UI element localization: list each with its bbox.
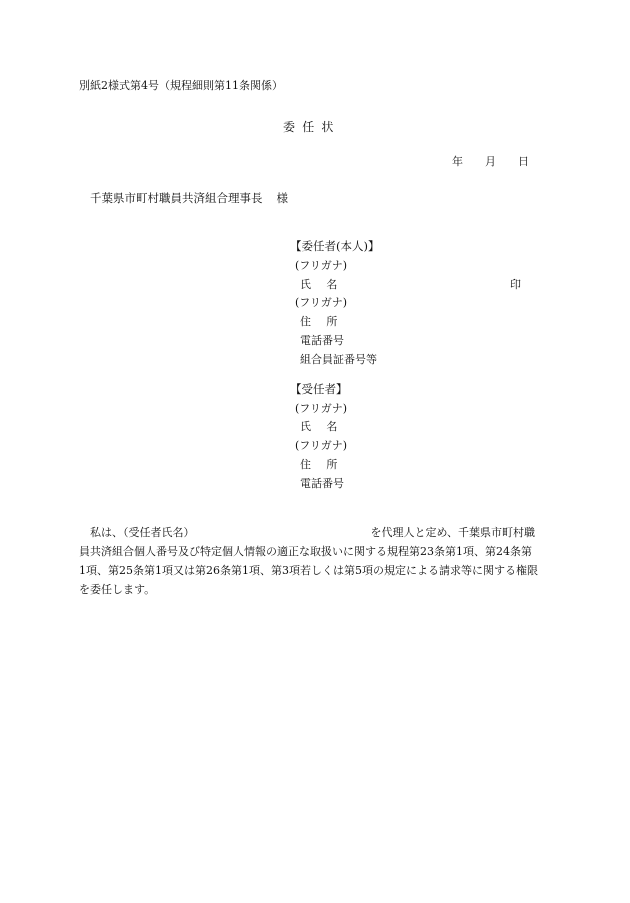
delegate-furigana-2: (フリガナ) (295, 439, 348, 452)
delegator-furigana-2: (フリガナ) (295, 296, 348, 309)
delegator-phone-label: 電話番号 (300, 334, 344, 347)
date-line (452, 156, 529, 167)
date-year: 年 (452, 155, 463, 168)
delegate-phone-label: 電話番号 (300, 477, 344, 490)
statement-line-1 (79, 523, 548, 542)
addressee-honorific: 様 (276, 191, 288, 205)
delegator-member-id-label: 組合員証番号等 (300, 353, 377, 366)
delegate-heading: 【受任者】 (290, 382, 348, 396)
date-month: 月 (485, 155, 496, 168)
form-reference: 別紙2様式第4号（規程細則第11条関係） (79, 79, 283, 92)
delegator-furigana-1: (フリガナ) (295, 259, 348, 272)
delegate-address-label: 住所 (300, 458, 353, 471)
statement-line-4: を委任します。 (79, 583, 156, 596)
delegator-address-label: 住所 (300, 315, 353, 328)
delegation-statement (79, 523, 548, 599)
statement-line-2: 員共済組合個人番号及び特定個人情報の適正な取扱いに関する規程第23条第1項、第24条第 (79, 545, 532, 558)
statement-delegate-name-prompt: 私は、（受任者氏名） (90, 526, 195, 539)
addressee (90, 193, 288, 205)
date-day: 日 (518, 155, 529, 168)
statement-line-3: 1項、第25条第1項又は第26条第1項、第3項若しくは第5項の規定による請求等に関する権限 (79, 564, 538, 577)
delegator-seal: 印 (510, 278, 521, 291)
delegator-heading: 【委任者(本人)】 (290, 239, 380, 253)
delegator-name-label: 氏名 (300, 278, 353, 291)
document-title: 委任状 (283, 120, 341, 134)
delegate-furigana-1: (フリガナ) (295, 402, 348, 415)
addressee-name: 千葉県市町村職員共済組合理事長 (90, 191, 263, 205)
statement-line-1-continuation: を代理人と定め、千葉県市町村職 (370, 526, 536, 539)
delegate-name-label: 氏名 (300, 420, 353, 433)
